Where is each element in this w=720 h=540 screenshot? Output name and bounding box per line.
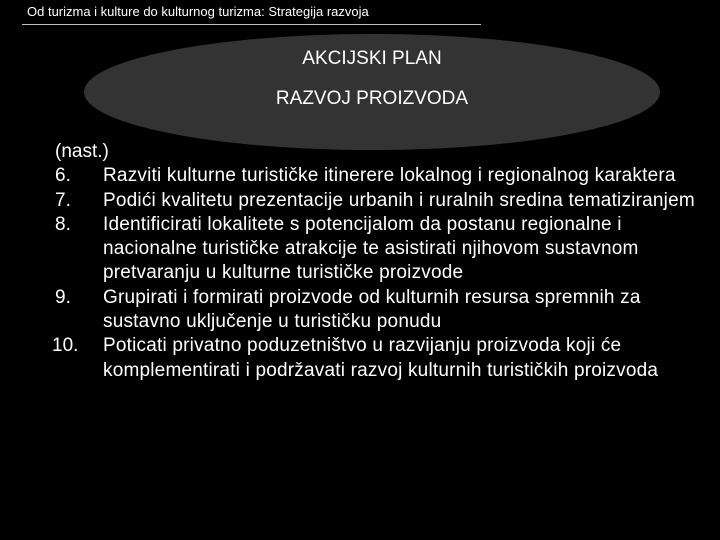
slide-title: AKCIJSKI PLAN — [302, 48, 442, 69]
list-item — [55, 189, 695, 213]
continued-label: (nast.) — [55, 141, 109, 162]
list-item-text: Podići kvalitetu prezentacije urbanih i ruralnih sredina tematiziranjem — [103, 189, 695, 211]
list-item-text: Grupirati i formirati proizvode od kulturnih resursa spremnih za sustavno uključenje u turističku ponudu — [103, 286, 641, 333]
action-plan-list — [52, 140, 695, 383]
list-item-number: 10. — [52, 335, 79, 357]
list-item — [55, 164, 695, 188]
list-item-number: 7. — [55, 189, 71, 211]
list-item-number: 8. — [55, 213, 71, 235]
header-title: Od turizma i kulture do kulturnog turizma: Strategija razvoja — [27, 4, 369, 19]
list-item — [55, 286, 695, 335]
list-item — [52, 334, 695, 383]
header-divider — [22, 24, 481, 25]
list-item — [55, 213, 695, 286]
list-item-text: Identificirati lokalitete s potencijalom da postanu regionalne i nacionalne turističke atrakcije te asistirati njihovom sustavnom pretvaranju u kulturne turističke proizvode — [103, 213, 639, 284]
slide-subtitle: RAZVOJ PROIZVODA — [275, 88, 469, 109]
list-item-text: Poticati privatno poduzetništvo u razvijanju proizvoda koji će komplementirati i podržavati razvoj kulturnih turističkih proizvoda — [103, 335, 659, 381]
list-item-text: Razviti kulturne turističke itinerere lokalnog i regionalnog karaktera — [103, 165, 676, 187]
list-item-number: 6. — [55, 165, 71, 187]
list-item-number: 9. — [55, 286, 71, 308]
